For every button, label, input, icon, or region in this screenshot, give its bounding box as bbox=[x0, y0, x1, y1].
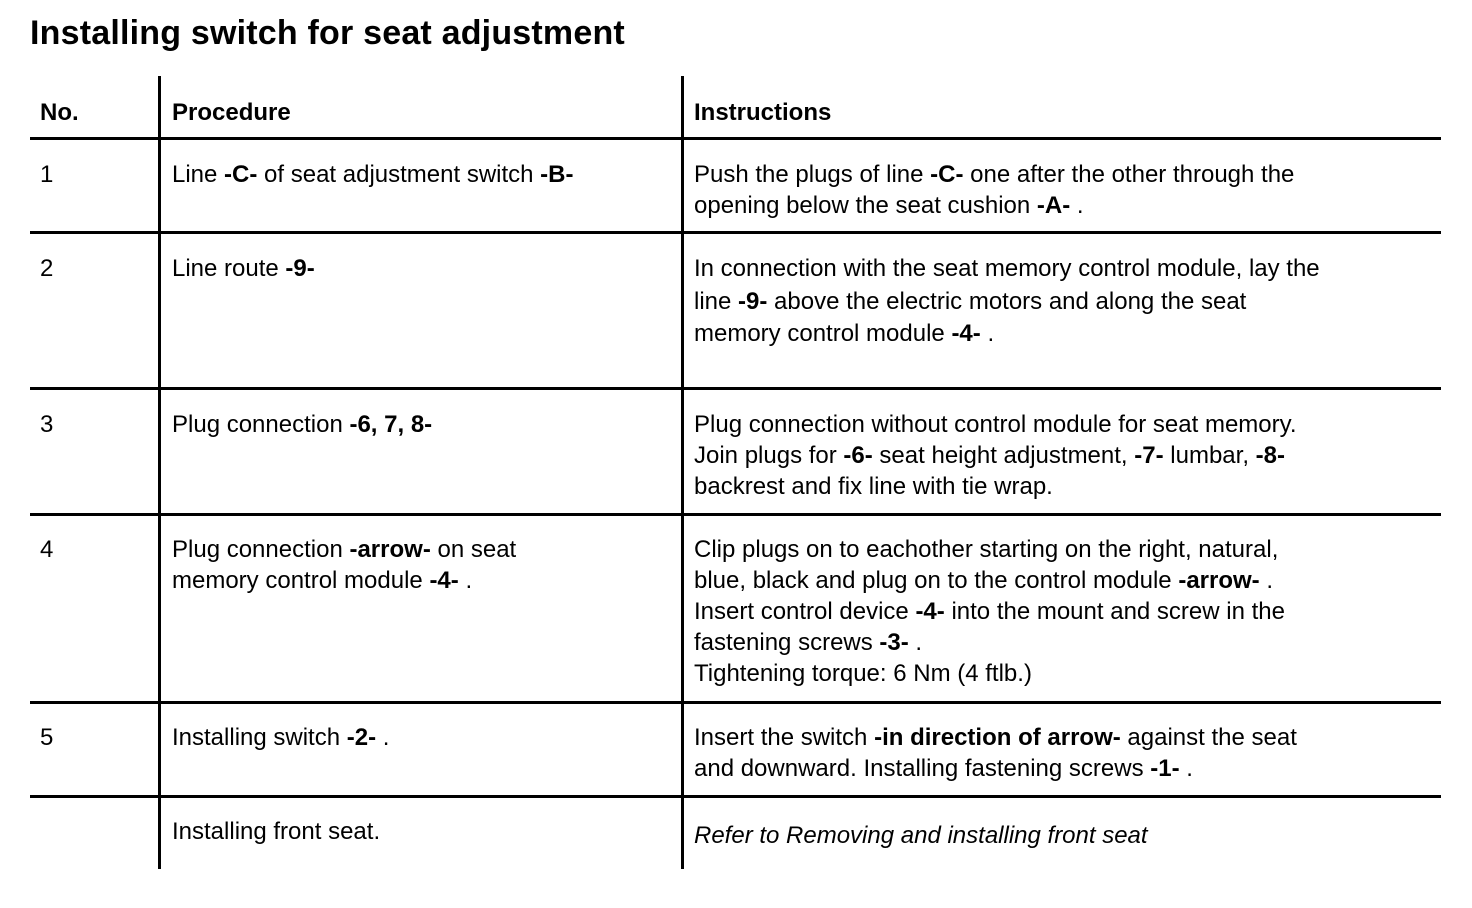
header-procedure: Procedure bbox=[172, 99, 291, 126]
row-3-instructions: Plug connection without control module for seat memory. Join plugs for -6- seat height adjustment, -7- lumbar, -8- backrest and fix line with tie wrap. bbox=[694, 411, 1297, 500]
page-title: Installing switch for seat adjustment bbox=[30, 14, 625, 52]
row-6-instructions: Refer to Removing and installing front seat bbox=[694, 822, 1148, 849]
row-3-procedure: Plug connection -6, 7, 8- bbox=[172, 411, 433, 438]
row-5-instructions: Insert the switch -in direction of arrow- against the seat and downward. Installing fastening screws -1- . bbox=[694, 724, 1297, 782]
column-divider-procedure bbox=[681, 76, 684, 869]
row-1-no: 1 bbox=[40, 161, 54, 188]
row-5-procedure: Installing switch -2- . bbox=[172, 724, 390, 751]
header-instructions: Instructions bbox=[694, 99, 832, 126]
row-4-instructions: Clip plugs on to eachother starting on the right, natural, blue, black and plug on to the control module -arrow- . Insert control device -4- into the mount and screw in the fastening screws -3- . Tightening torque: 6 Nm (4 ftlb.) bbox=[694, 536, 1285, 687]
row-divider-1 bbox=[30, 231, 1441, 234]
row-5-no: 5 bbox=[40, 724, 54, 751]
row-1-instructions: Push the plugs of line -C- one after the other through the opening below the seat cushion -A- . bbox=[694, 161, 1295, 219]
row-divider-5 bbox=[30, 795, 1441, 798]
row-divider-2 bbox=[30, 387, 1441, 390]
row-2-no: 2 bbox=[40, 255, 54, 282]
row-2-procedure: Line route -9- bbox=[172, 255, 315, 282]
row-1-procedure: Line -C- of seat adjustment switch -B- bbox=[172, 161, 574, 188]
row-3-no: 3 bbox=[40, 411, 54, 438]
row-2-instructions: In connection with the seat memory control module, lay the line -9- above the electric motors and along the seat memory control module -4- . bbox=[694, 255, 1320, 347]
row-4-no: 4 bbox=[40, 536, 54, 563]
row-divider-3 bbox=[30, 513, 1441, 516]
row-6-procedure: Installing front seat. bbox=[172, 818, 381, 845]
header-no: No. bbox=[40, 99, 79, 126]
row-4-procedure: Plug connection -arrow- on seat memory control module -4- . bbox=[172, 536, 517, 594]
row-divider-4 bbox=[30, 701, 1441, 704]
header-rule bbox=[30, 137, 1441, 140]
column-divider-no bbox=[158, 76, 161, 869]
